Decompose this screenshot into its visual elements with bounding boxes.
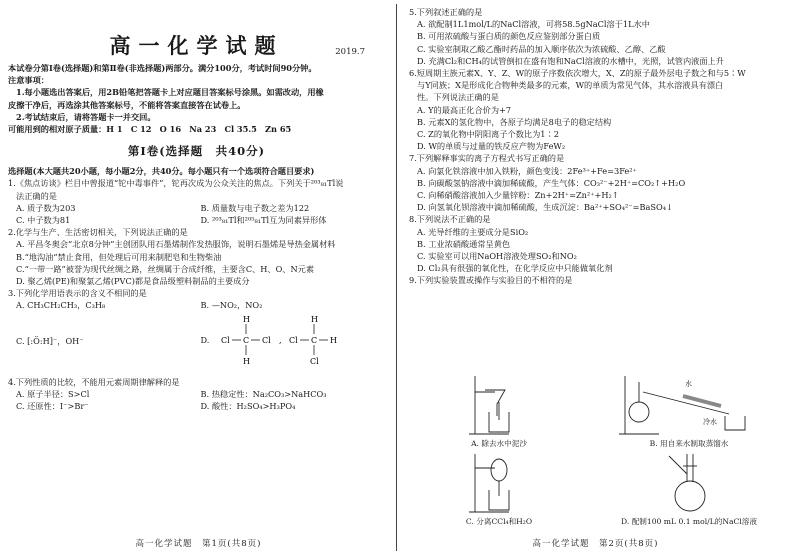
question-stem-cont: 法正确的是	[16, 190, 57, 201]
figure-b	[599, 372, 779, 449]
option-b: B. 元素X的氢化物中，各原子均满足8电子的稳定结构	[417, 116, 612, 127]
exam-date: 2019.7	[335, 47, 365, 57]
question-6	[409, 67, 786, 152]
option-c: C. 实验室制取乙酸乙酯时药品的加入顺序依次为浓硫酸、乙醇、乙酸	[417, 43, 666, 54]
question-stem: 8.下列说法不正确的是	[409, 214, 491, 225]
option-a: A. Y的最高正化合价为+7	[417, 104, 512, 115]
question-stem-cont: 与Y同族；X是形成化合物种类最多的元素，W的单质为常见气体，其水溶液具有漂白	[417, 80, 724, 91]
option-b: B. 热稳定性：Na₂CO₃>NaHCO₃	[200, 388, 327, 399]
option-c: C. 中子数为81	[16, 215, 71, 226]
cold-water-label: 冷水	[703, 418, 717, 426]
option-d: D. 向氢氧化钡溶液中滴加稀硫酸，生成沉淀：Ba²⁺+SO₄²⁻=BaSO₄↓	[417, 202, 673, 213]
note-1: 1.每小题选出答案后，用2B铅笔把答题卡上对应题目答案标号涂黑。如需改动，用橡	[16, 87, 324, 98]
option-c: C. Z的氧化物中阴阳离子个数比为1∶2	[417, 129, 559, 140]
option-c: C.“一带一路”被誉为现代丝绸之路，丝绸属于合成纤维，主要含C、H、O、N元素	[16, 263, 315, 274]
question-stem: 5.下列叙述正确的是	[409, 7, 483, 17]
option-b: B. 向碳酸氢钠溶液中滴加稀硫酸，产生气体：CO₃²⁻+2H⁺=CO₂↑+H₂O	[417, 177, 686, 188]
right-page	[397, 0, 794, 555]
svg-text:Cl: Cl	[288, 335, 298, 345]
svg-text:C: C	[242, 335, 249, 345]
option-a: A. 质子数为203	[16, 202, 76, 213]
apparatus-figures	[409, 372, 786, 532]
exam-title: 高一化学试题 2019.7	[8, 30, 385, 62]
dichloromethane-structures	[219, 312, 369, 370]
svg-text:H: H	[242, 314, 250, 324]
option-d: D. 聚乙烯(PE)和聚氯乙烯(PVC)都是食品级塑料制品的主要成分	[16, 276, 250, 287]
question-4	[8, 376, 385, 413]
question-5	[409, 6, 786, 67]
svg-text:,: ,	[278, 335, 282, 345]
svg-text:H: H	[310, 314, 318, 324]
option-d: D. W的单质与过量的铁反应产物为FeW₂	[417, 141, 566, 152]
intro-line: 本试卷分第Ⅰ卷(选择题)和第Ⅱ卷(非选择题)两部分。满分100分，考试时间90分钟。	[8, 63, 317, 73]
water-label: 水	[685, 380, 692, 388]
svg-text:C: C	[310, 335, 317, 345]
option-a: A. 原子半径：S>Cl	[16, 388, 90, 399]
question-stem: 6.短周期主族元素X、Y、Z、W的原子序数依次增大，X、Z的原子最外层电子数之和与5∶W	[409, 68, 746, 79]
option-d: D. ²⁰³₈₁Tl和²⁰⁵₈₁Tl互为同素异形体	[200, 215, 327, 226]
page-footer: 高一化学试题 第2页(共8页)	[532, 539, 659, 549]
question-stem: 2.化学与生产、生活密切相关，下列说法正确的是	[8, 227, 188, 238]
section-note: 选择题(本大题共20小题，每小题2分，共40分。每小题只有一个选项符合题目要求)	[8, 166, 315, 177]
volumetric-flask-icon	[599, 452, 779, 516]
option-b: B.“地沟油”禁止食用，但处理后可用来制肥皂和生物柴油	[16, 251, 222, 262]
note-1-cont: 皮擦干净后，再选涂其他答案标号，不能将答案直接答在试卷上。	[8, 99, 246, 110]
notes-heading: 注意事项：	[8, 75, 49, 86]
figure-c	[409, 452, 589, 527]
svg-text:Cl: Cl	[220, 335, 230, 345]
question-2	[8, 226, 385, 287]
option-a: A. 平昌冬奥会“北京8分钟”主创团队用石墨烯制作发热服饰，说明石墨烯是导热金属材料	[16, 239, 336, 250]
option-c: C. 还原性：I⁻>Br⁻	[16, 401, 89, 412]
option-d: D. Cl₂具有很强的氧化性，在化学反应中只能做氧化剂	[417, 263, 613, 274]
figure-caption: D. 配制100 mL 0.1 mol/L的NaCl溶液	[621, 517, 757, 526]
question-3	[8, 287, 385, 369]
question-1	[8, 177, 385, 226]
svg-text:H: H	[242, 356, 250, 366]
option-b: B. —NO₂，NO₂	[200, 300, 263, 311]
option-d: D. 酸性：H₂SO₄>H₃PO₄	[200, 401, 296, 412]
question-stem: 4.下列性质的比较，不能用元素周期律解释的是	[8, 376, 180, 387]
question-7	[409, 152, 786, 213]
option-c: C. 向稀硝酸溶液加入少量锌粉：Zn+2H⁺=Zn²⁺+H₂↑	[417, 190, 619, 201]
figure-a	[409, 372, 589, 449]
figure-caption: A. 除去水中泥沙	[471, 439, 527, 448]
question-stem: 1.《焦点访谈》栏目中曾报道“铊中毒事件”，铊再次成为公众关注的焦点。下列关于²⁰³₈₁Tl说	[8, 178, 344, 189]
option-b: B. 工业浓硝酸通常呈黄色	[417, 238, 511, 249]
question-8	[409, 213, 786, 274]
option-a: A. 欲配制1L1mol/L的NaCl溶液，可将58.5gNaCl溶于1L水中	[417, 19, 650, 30]
question-9	[409, 274, 786, 286]
question-stem: 7.下列解释事实的离子方程式书写正确的是	[409, 153, 565, 164]
question-stem: 3.下列化学用语表示的含义不相同的是	[8, 288, 147, 299]
distillation-apparatus-icon	[599, 372, 779, 438]
figure-caption: C. 分离CCl₄和H₂O	[465, 517, 533, 526]
atomic-masses: 可能用到的相对原子质量：H 1 C 12 O 16 Na 23 Cl 35.5 Zn 65	[8, 124, 292, 135]
svg-text:H: H	[329, 335, 337, 345]
option-a: A. 向氯化铁溶液中加入铁粉，颜色变浅：2Fe³⁺+Fe=3Fe²⁺	[417, 165, 637, 176]
question-stem-cont: 性。下列说法正确的是	[417, 92, 499, 103]
svg-text:Cl: Cl	[261, 335, 271, 345]
question-stem: 9.下列实验装置或操作与实验目的不相符的是	[409, 275, 573, 286]
option-c: C. 实验室可以用NaOH溶液处理SO₂和NO₂	[417, 251, 577, 262]
option-b: B. 可用浓硫酸与蛋白质的颜色反应鉴别部分蛋白质	[417, 31, 601, 42]
option-a: A. CH₃CH₂CH₃，C₃H₈	[16, 300, 106, 311]
option-d: D. 充满Cl₂和CH₄的试管倒扣在盛有饱和NaCl溶液的水槽中，光照，试管内液面上升	[417, 55, 724, 66]
note-2: 2.考试结束后，请将答题卡一并交回。	[16, 111, 156, 122]
option-c: C. [:Ö:H]⁻，OH⁻	[16, 335, 84, 346]
filtration-apparatus-icon	[409, 372, 589, 438]
figure-d	[599, 452, 779, 527]
separatory-funnel-icon	[409, 452, 589, 516]
section-heading: 第Ⅰ卷(选择题 共40分)	[127, 144, 266, 159]
option-b: B. 质量数与电子数之差为122	[200, 202, 310, 213]
figure-caption: B. 用自来水制取蒸馏水	[649, 439, 729, 448]
option-d: D. H Cl C Cl H , H Cl C H Cl	[201, 312, 386, 370]
svg-text:Cl: Cl	[309, 356, 319, 366]
option-a: A. 光导纤维的主要成分是SiO₂	[417, 226, 529, 237]
page-footer: 高一化学试题 第1页(共8页)	[135, 539, 262, 549]
